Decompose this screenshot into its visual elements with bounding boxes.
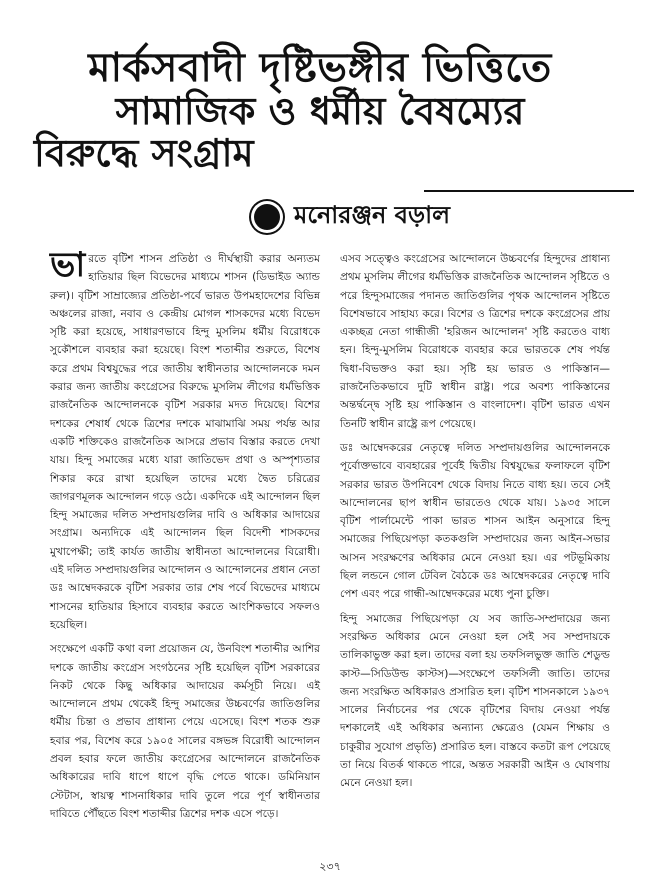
- title-rule: [424, 190, 634, 192]
- title-block: [20, 45, 620, 175]
- right-paragraph-2: ডঃ আম্বেদকরের নেতৃত্বে দলিত সম্প্রদায়গুলির আন্দোলনকে পূর্বোক্তভাবে ব্যবহারের পূর্বেই দ্বিতীয় বিশ্বযুদ্ধের ফলাফলে বৃটিশ সরকার ভারত উপনিবেশ থেকে বিদায় নিতে বাধ্য হয়। তবে সেই আন্দোলনের ছাপ স্বাধীন ভারতেও থেকে যায়। ১৯৩৫ সালে বৃটিশ পার্লামেন্টে পাকা ভারত শাসন আইন অনুসারে হিন্দু সমাজের পিছিয়েপড়া কতকগুলি সম্প্রদায়ের জন্য আইন-সভার আসন সংরক্ষণের অধিকার মেনে নেওয়া হয়। এর পটভূমিকায় ছিল লন্ডনে গোল টেবিল বৈঠকে ডঃ আম্বেদকরের নেতৃত্বে দাবি পেশ এবং পরে গান্ধী-আম্বেদকরের মধ্যে পুনা চুক্তি।: [340, 441, 610, 601]
- title-line-2: সামাজিক ও ধর্মীয় বৈষম্যের: [115, 89, 525, 133]
- left-paragraph-1: [50, 245, 320, 634]
- author-name: মনোরঞ্জন বড়াল: [294, 201, 450, 229]
- left-paragraph-2: সংক্ষেপে একটি কথা বলা প্রয়োজন যে, উনবিংশ শতাব্দীর আশির দশকে জাতীয় কংগ্রেস সংগঠনের সৃষ্টি হয়েছিল বৃটিশ সরকারের নিকট থেকে কিছু অধিকার আদায়ের কর্মসূচী নিয়ে। এই আন্দোলনে প্রথম থেকেই হিন্দু সমাজের উচ্চবর্ণের জাতিগুলির ধর্মীয় চিন্তা ও প্রভাব প্রাধান্য পেয়ে এসেছে। বিংশ শতক শুরু হবার পর, বিশেষ করে ১৯০৫ সালের বঙ্গভঙ্গ বিরোধী আন্দোলন প্রবল হবার ফলে জাতীয় কংগ্রেসের আন্দোলনে রাজনৈতিক অধিকারের দাবি ধাপে ধাপে বৃদ্ধি পেতে থাকে। ডমিনিয়ান স্টেটাস, স্বায়ত্ব শাসনাধিকার দাবি তুলে পরে পূর্ণ স্বাধীনতার দাবিতে পৌঁছতে বিংশ শতাব্দীর ত্রিশের দশক এসে পড়ে।: [50, 643, 320, 820]
- column-left: [50, 245, 320, 823]
- right-paragraph-1: এসব সত্ত্বেও কংগ্রেসের আন্দোলনে উচ্চবর্ণের হিন্দুদের প্রাধান্য প্রথম মুসলিম লীগের ধর্মভিত্তিক রাজনৈতিক আন্দোলন সৃষ্টিতে ও পরে হিন্দুসমাজের পদানত জাতিগুলির পৃথক আন্দোলন সৃষ্টিতে বিশেষভাবে সাহায্য করে। বিশের ও ত্রিশের দশকে কংগ্রেসের প্রায় একচ্ছত্র নেতা গান্ধীজী 'হরিজন আন্দোলন' সৃষ্টি করতেও বাধ্য হন। হিন্দু-মুসলিম বিরোধকে ব্যবহার করে ভারতকে শেষ পর্যন্ত দ্বিধা-বিভক্তও করা হয়। সৃষ্টি হয় ভারত ও পাকিস্তান—রাজনৈতিকভাবে দুটি স্বাধীন রাষ্ট্র। পরে অবশ্য পাকিস্তানের অন্তর্দ্বন্দ্বে সৃষ্টি হয় পাকিস্তান ও বাংলাদেশ। বৃটিশ ভারত এখন তিনটি স্বাধীন রাষ্ট্রে রূপ পেয়েছে।: [340, 253, 610, 430]
- title-line-3: বিরুদ্ধে সংগ্রাম: [34, 131, 254, 175]
- right-paragraph-3: হিন্দু সমাজের পিছিয়েপড়া যে সব জাতি-সম্প্রদায়ের জন্য সংরক্ষিত অধিকার মেনে নেওয়া হল সেই সব সম্প্রদায়কে তালিকাভুক্ত করা হল। তাদের বলা হয় তফসিলভুক্ত জাতি শেডুল্ড কাস্ট—সিডিউল্ড কাস্টস)—সংক্ষেপে তফসিলী জাতি। তাদের জন্য সংরক্ষিত অধিকারও প্রসারিত হল। বৃটিশ শাসনকালে ১৯৩৭ সালের নির্বাচনের পর থেকে বৃটিশের বিদায় নেওয়া পর্যন্ত দশকালেই এই অধিকার অন্যান্য ক্ষেত্রেও (যেমন শিক্ষায় ও চাকুরীর সুযোগ প্রভৃতি) প্রসারিত হল। বাস্তবে কতটা রূপ পেয়েছে তা নিয়ে বিতর্ক থাকতে পারে, অন্তত সরকারী আইন ও ঘোষণায় মেনে নেওয়া হল।: [340, 612, 610, 790]
- page-number: ২৩৭: [319, 860, 341, 873]
- author-row: [254, 199, 450, 235]
- drop-cap: ভা: [50, 245, 86, 285]
- title-line-1: মার্কসবাদী দৃষ্টিভঙ্গীর ভিত্তিতে: [88, 45, 552, 91]
- column-right: [340, 250, 610, 793]
- left-paragraph-1-text: রতে বৃটিশ শাসন প্রতিষ্ঠা ও দীর্ঘস্থায়ী করার অন্যতম হাতিয়ার ছিল বিভেদের মাধ্যমে শাসন (ডিভাইড অ্যান্ড রুল)। বৃটিশ সাম্রাজ্যের প্রতিষ্ঠা-পর্বে ভারত উপমহাদেশের বিভিন্ন অঞ্চলের রাজা, নবাব ও কেন্দ্রীয় মোগল শাসকদের মধ্যে বিভেদ সৃষ্টি করা হয়েছে, সাধারণভাবে হিন্দু মুসলিম ধর্মীয় বিরোধকে সুকৌশলে ব্যবহার করা হয়েছে। বিংশ শতাব্দীর শুরুতে, বিশেষ করে প্রথম বিশ্বযুদ্ধের পরে জাতীয় স্বাধীনতার আন্দোলনকে দমন করার জন্য জাতীয় কংগ্রেসের বিরুদ্ধে মুসলিম লীগের ধর্মভিত্তিক রাজনৈতিক আন্দোলনকে বৃটিশ সরকার মদত দিয়েছে। বিশের দশকের শেষার্ধ থেকে ত্রিশের দশকে মাঝামাঝি সময় পর্যন্ত আর একটি শক্তিকেও রাজনৈতিক আসরে প্রভাব বিস্তার করতে দেখা যায়। হিন্দু সমাজের মধ্যে যারা জাতিভেদ প্রথা ও অস্পৃশ্যতার শিকার করে রাখা হয়েছিল তাদের মধ্যে দ্বৈত চরিত্রের জাগরণমূলক আন্দোলন গড়ে ওঠে। একদিকে এই আন্দোলন ছিল হিন্দু সমাজের দলিত সম্প্রদায়গুলির দাবি ও অধিকার আদায়ের সংগ্রাম। অন্যদিকে এই আন্দোলন ছিল বিদেশী শাসকদের মুখাপেক্ষী; তাই কার্যত জাতীয় স্বাধীনতা আন্দোলনের বিরোধী। এই দলিত সম্প্রদায়গুলির আন্দোলন ও আন্দোলনের প্রধান নেতা ডঃ আম্বেদকরকে বৃটিশ সরকার তার শেষ পর্বে বিভেদের মাধ্যমে শাসনের হাতিয়ার হিসাবে ব্যবহার করতে আংশিকভাবে সফলও হয়েছিল।: [50, 253, 320, 631]
- author-bullet-icon: [254, 204, 280, 230]
